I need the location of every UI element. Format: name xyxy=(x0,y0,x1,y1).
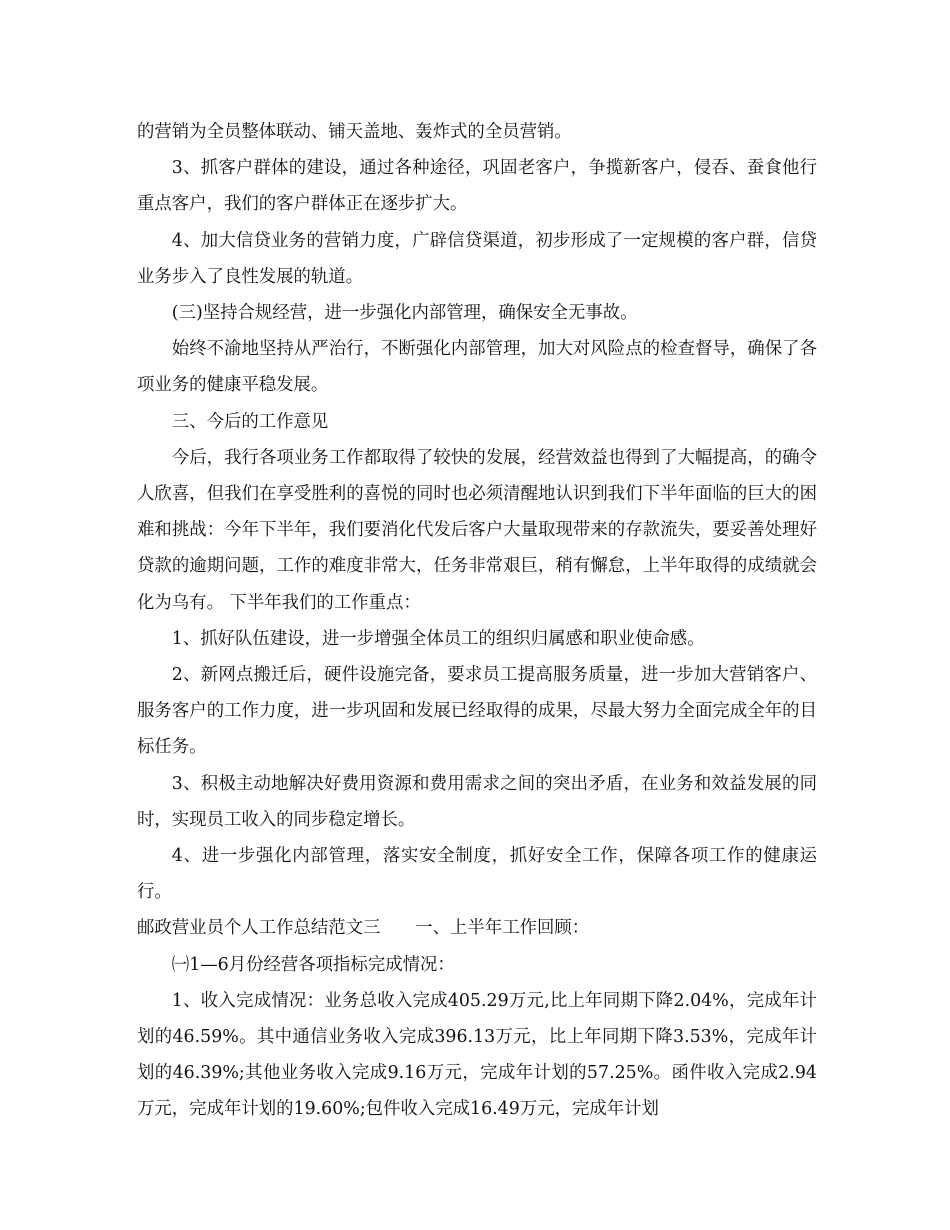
paragraph: (三)坚持合规经营，进一步强化内部管理，确保安全无事故。 xyxy=(171,303,638,324)
paragraph: ㈠1—6月份经营各项指标完成情况： xyxy=(171,954,455,975)
paragraph: 的营销为全员整体联动、铺天盖地、轰炸式的全员营销。 xyxy=(137,122,572,142)
paragraph: 邮政营业员个人工作总结范文三 一、上半年工作回顾： xyxy=(137,918,590,939)
paragraph: 2、新网点搬迁后，硬件设施完备，要求员工提高服务质量，进一步加大营销客户、服务客户的工作力度，进一步巩固和发展已经取得的成果，尽最大努力全面完成全年的目标任务。 xyxy=(137,665,817,758)
paragraph: 今后，我行各项业务工作都取得了较快的发展，经营效益也得到了大幅提高，的确令人欣喜，但我们在享受胜利的喜悦的同时也必须清醒地认识到我们下半年面临的巨大的困难和挑战：今年下半年，我们要消化代发后客户大量取现带来的存款流失，要妥善处理好贷款的逾期问题，工作的难度非常大，任务非常艰巨，稍有懈怠，上半年取得的成绩就会化为乌有。 下半年我们的工作重点： xyxy=(137,447,817,613)
paragraph: 1、抓好队伍建设，进一步增强全体员工的组织归属感和职业使命感。 xyxy=(171,628,705,649)
paragraph: 始终不渝地坚持从严治行，不断强化内部管理，加大对风险点的检查督导，确保了各项业务的健康平稳发展。 xyxy=(137,339,817,396)
paragraph: 3、积极主动地解决好费用资源和费用需求之间的突出矛盾，在业务和效益发展的同时，实现员工收入的同步稳定增长。 xyxy=(137,773,817,830)
document-body xyxy=(137,114,817,1128)
paragraph: 4、加大信贷业务的营销力度，广辟信贷渠道，初步形成了一定规模的客户群，信贷业务步入了良性发展的轨道。 xyxy=(137,230,817,287)
paragraph: 4、进一步强化内部管理，落实安全制度，抓好安全工作，保障各项工作的健康运行。 xyxy=(137,846,817,903)
paragraph: 3、抓客户群体的建设，通过各种途径，巩固老客户，争揽新客户，侵吞、蚕食他行重点客户，我们的客户群体正在逐步扩大。 xyxy=(137,158,817,215)
paragraph: 三、今后的工作意见 xyxy=(171,411,329,432)
paragraph: 1、收入完成情况：业务总收入完成405.29万元,比上年同期下降2.04%，完成年计划的46.59%。其中通信业务收入完成396.13万元，比上年同期下降3.53%，完成年计划的46.39%;其他业务收入完成9.16万元，完成年计划的57.25%。函件收入完成2.94万元，完成年计划的19.60%;包件收入完成16.49万元，完成年计划 xyxy=(137,990,817,1120)
